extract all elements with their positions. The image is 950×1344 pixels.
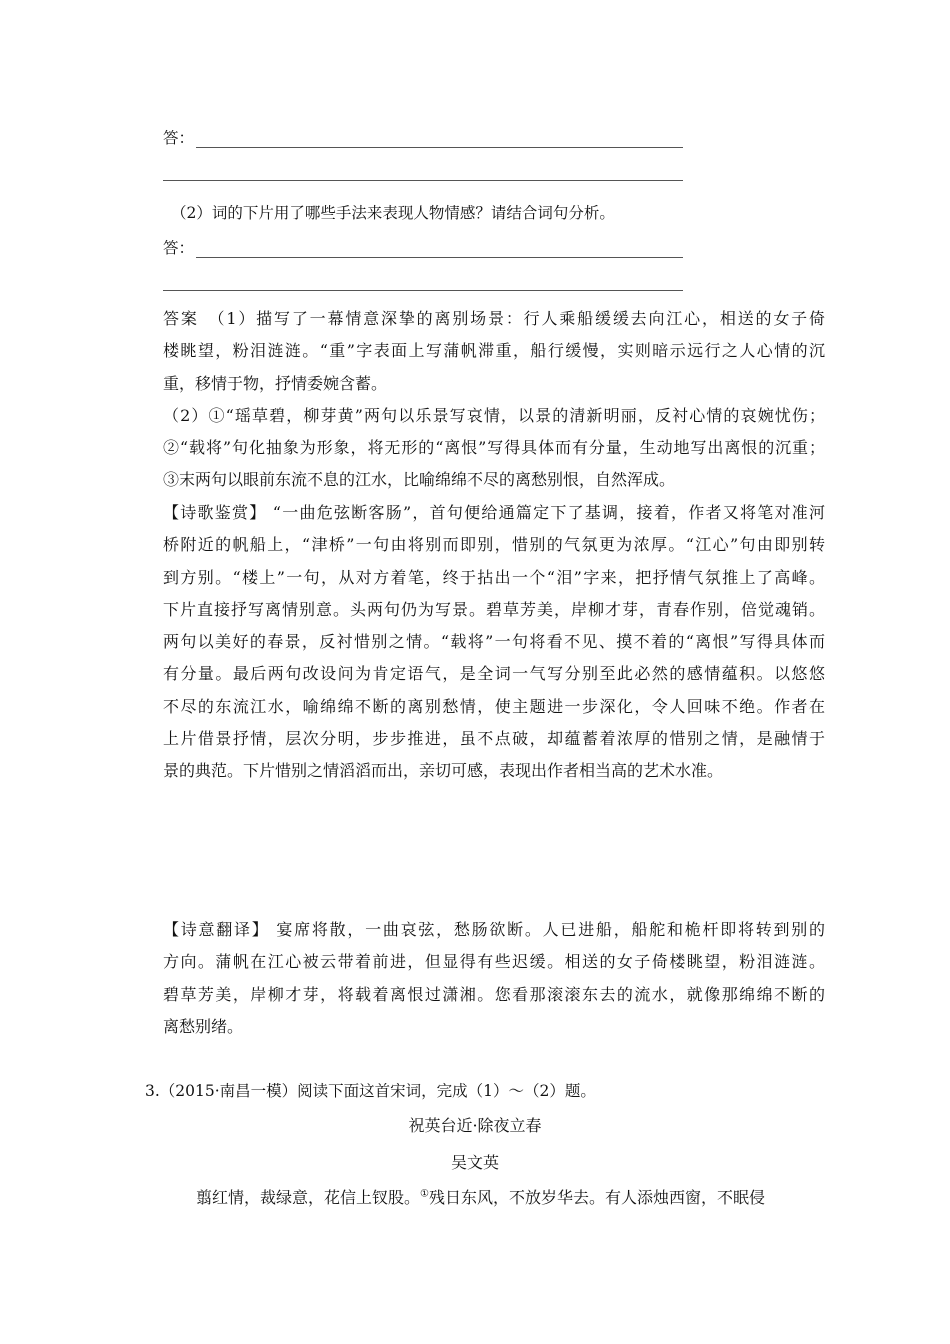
q1-answer-line[interactable] xyxy=(163,126,683,148)
appreciation-line: 两句以美好的春景，反衬惜别之情。“载将”一句将看不见、摸不着的“离恨”写得具体而 xyxy=(163,632,825,652)
q1-answer-blank-line[interactable] xyxy=(163,180,683,181)
question-2: （2）词的下片用了哪些手法来表现人物情感？请结合词句分析。 xyxy=(171,204,615,222)
answer-line: ②“载将”句化抽象为形象，将无形的“离恨”写得具体而有分量，生动地写出离恨的沉重； xyxy=(163,438,825,458)
q2-answer-blank-line[interactable] xyxy=(163,290,683,291)
translation-line: 【诗意翻译】 宴席将散，一曲哀弦，愁肠欲断。人已进船，船舵和桅杆即将转到别的 xyxy=(163,920,825,939)
appreciation-line: 上片借景抒情，层次分明，步步推进，虽不点破，却蕴蓄着浓厚的惜别之情，是融情于 xyxy=(163,729,825,749)
poem-text-before-note: 翦红情，裁绿意，花信上钗股。 xyxy=(196,1188,421,1207)
appreciation-section xyxy=(163,497,825,788)
q1-answer-prefix: 答： xyxy=(163,129,195,147)
translation-line: 离愁别绪。 xyxy=(163,1016,244,1036)
question-3-intro: 3.（2015·南昌一模）阅读下面这首宋词，完成（1）～（2）题。 xyxy=(145,1082,596,1100)
answer-section xyxy=(163,303,825,497)
answer-line: 楼眺望，粉泪涟涟。“重”字表面上写蒲帆滞重，船行缓慢，实则暗示远行之人心情的沉 xyxy=(163,341,825,361)
appreciation-line: 景的典范。下片惜别之情滔滔而出，亲切可感，表现出作者相当高的艺术水准。 xyxy=(163,761,724,781)
appreciation-line: 到方别。“楼上”一句，从对方着笔，终于拈出一个“泪”字来，把抒情气氛推上了高峰。 xyxy=(163,567,825,587)
translation-line: 碧草芳美，岸柳才芽，将载着离恨过潇湘。您看那滚滚东去的流水，就像那绵绵不断的 xyxy=(163,984,825,1004)
poem-text-after-note: 残日东风，不放岁华去。有人添烛西窗，不眠侵 xyxy=(428,1188,765,1207)
q2-answer-line[interactable] xyxy=(163,236,683,258)
q2-answer-prefix: 答： xyxy=(163,239,195,257)
translation-line: 方向。蒲帆在江心被云带着前进，但显得有些迟缓。相送的女子倚楼眺望，粉泪涟涟。 xyxy=(163,952,825,972)
appreciation-line: 有分量。最后两句改设问为肯定语气，是全词一气写分别至此必然的感情蕴积。以悠悠 xyxy=(163,664,825,684)
appreciation-line: 下片直接抒写离情别意。头两句仍为写景。碧草芳美，岸柳才芽，青春作别，倍觉魂销。 xyxy=(163,599,825,619)
footnote-mark[interactable]: ① xyxy=(420,1188,429,1200)
answer-line: 重，移情于物，抒情委婉含蓄。 xyxy=(163,373,388,393)
poem-author: 吴文英 xyxy=(450,1153,499,1172)
answer-line: 答案 （1）描写了一幕情意深挚的离别场景：行人乘船缓缓去向江心，相送的女子倚 xyxy=(163,309,825,328)
poem-first-line xyxy=(196,1185,765,1208)
q2-answer-rule xyxy=(196,243,683,258)
translation-section xyxy=(163,914,825,1043)
appreciation-line: 不尽的东流江水，喻绵绵不断的离别愁情，使主题进一步深化，令人回味不绝。作者在 xyxy=(163,696,825,716)
poem-title: 祝英台近·除夜立春 xyxy=(408,1116,542,1135)
answer-line: ③末两句以眼前东流不息的江水，比喻绵绵不尽的离愁别恨，自然浑成。 xyxy=(163,470,676,490)
appreciation-line: 【诗歌鉴赏】 “一曲危弦断客肠”，首句便给通篇定下了基调，接着，作者又将笔对准河 xyxy=(163,503,825,522)
q1-answer-rule xyxy=(196,133,683,148)
answer-line: （2）①“瑶草碧，柳芽黄”两句以乐景写哀情，以景的清新明丽，反衬心情的哀婉忧伤； xyxy=(163,405,825,425)
appreciation-line: 桥附近的帆船上，“津桥”一句由将别而即别，惜别的气氛更为浓厚。“江心”句由即别转 xyxy=(163,535,825,555)
